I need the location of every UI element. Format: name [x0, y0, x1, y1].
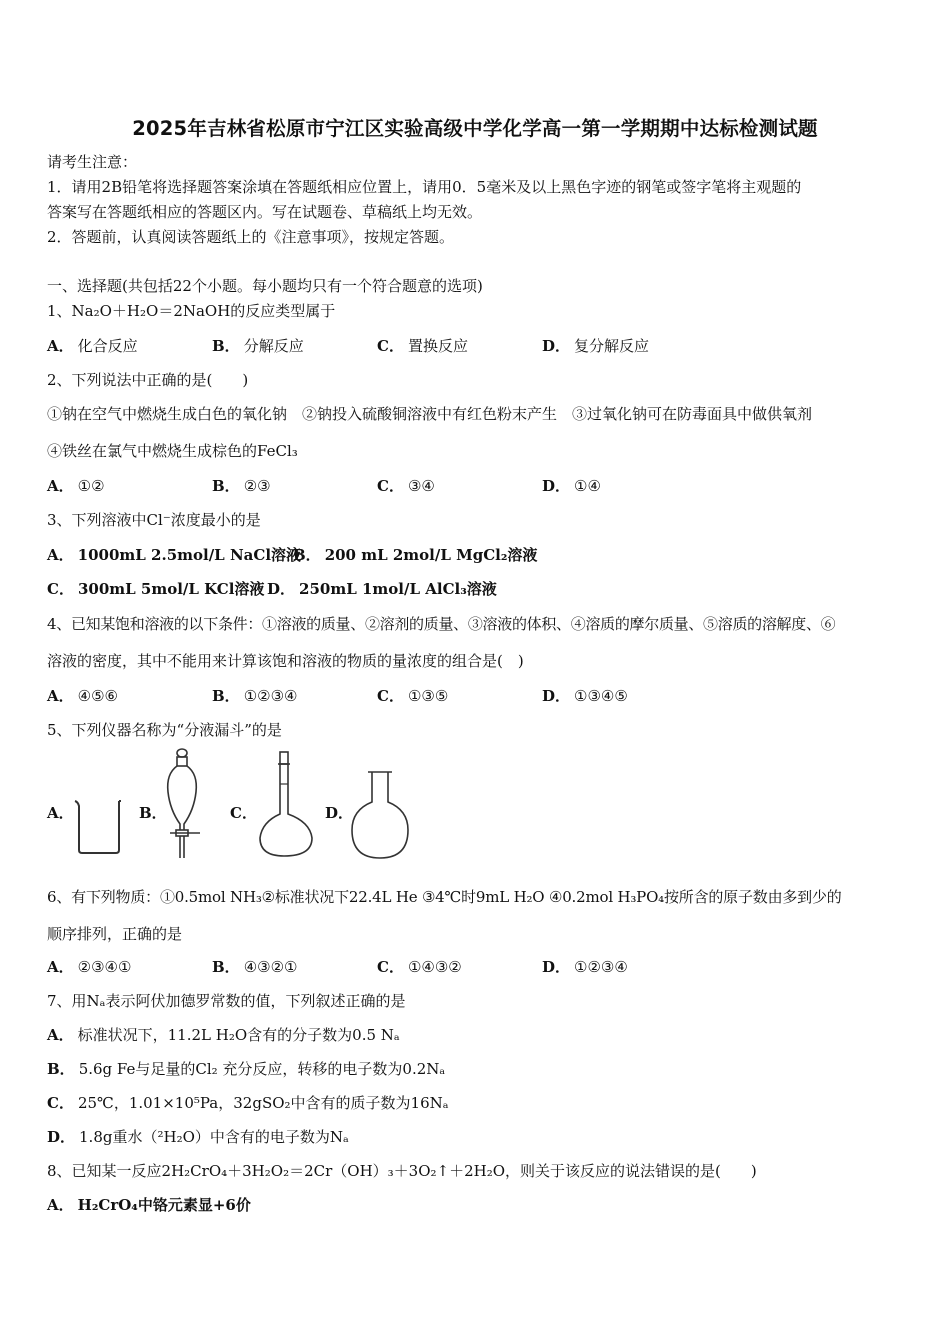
option-text: 化合反应 [77, 337, 138, 355]
q8-stem: 8、已知某一反应2H₂CrO₄＋3H₂O₂＝2Cr（OH）₃＋3O₂↑＋2H₂O，则关于该反应的说法错误的是( ) [47, 1162, 757, 1180]
beaker-icon[interactable] [72, 798, 124, 856]
option-label: B． [212, 337, 240, 355]
option-text: ②③ [243, 477, 271, 495]
q6-option-d[interactable] [542, 957, 628, 977]
option-text: ①③⑤ [407, 687, 449, 705]
option-label: A． [47, 337, 74, 355]
notice-header: 请考生注意： [47, 153, 138, 171]
option-label: D． [542, 337, 571, 355]
q3-option-d[interactable] [267, 579, 497, 599]
option-label: D． [542, 687, 571, 705]
q5-option-a-label[interactable]: A． [47, 804, 74, 822]
q7-option-d[interactable] [47, 1127, 349, 1147]
option-text: 1000mL 2.5mol/L NaCl溶液 [77, 546, 302, 564]
option-text: 25℃，1.01×10⁵Pa，32gSO₂中含有的质子数为16Nₐ [77, 1094, 449, 1112]
q7-option-b[interactable] [47, 1059, 445, 1079]
option-text: ④⑤⑥ [77, 687, 118, 705]
option-text: ②③④① [77, 958, 132, 976]
option-text: ①②③④ [243, 687, 298, 705]
q7-stem: 7、用Nₐ表示阿伏加德罗常数的值，下列叙述正确的是 [47, 992, 406, 1010]
option-text: ①②③④ [574, 958, 628, 976]
option-text: ①② [77, 477, 105, 495]
option-text: 1.8g重水（²H₂O）中含有的电子数为Nₐ [79, 1128, 349, 1146]
option-label: D． [47, 1128, 76, 1146]
option-label: C． [377, 337, 404, 355]
option-text: 300mL 5mol/L KCl溶液 [77, 580, 265, 598]
option-label: A． [47, 546, 74, 564]
q7-option-a[interactable] [47, 1025, 400, 1045]
q6-stem-1: 6、有下列物质：①0.5mol NH₃②标准状况下22.4L He ③4℃时9mL H₂O ④0.2mol H₃PO₄按所含的原子数由多到少的 [47, 888, 842, 906]
q3-stem: 3、下列溶液中Cl⁻浓度最小的是 [47, 511, 261, 529]
option-label: A． [47, 687, 74, 705]
option-label: C． [377, 687, 404, 705]
q4-stem-1: 4、已知某饱和溶液的以下条件：①溶液的质量、②溶剂的质量、③溶液的体积、④溶质的摩尔质量、⑤溶质的溶解度、⑥ [47, 615, 836, 633]
volumetric-flask-icon[interactable] [256, 750, 318, 862]
q5-option-d-label[interactable]: D． [325, 804, 354, 822]
separatory-funnel-icon[interactable] [162, 748, 220, 860]
q5-option-c-label[interactable]: C． [230, 804, 257, 822]
option-label: D． [542, 958, 571, 976]
q1-option-c[interactable] [377, 336, 468, 356]
option-text: 250mL 1mol/L AlCl₃溶液 [299, 580, 497, 598]
option-text: 标准状况下，11.2L H₂O含有的分子数为0.5 Nₐ [77, 1026, 400, 1044]
notice-line-2: 答案写在答题纸相应的答题区内。写在试题卷、草稿纸上均无效。 [47, 203, 483, 221]
option-label: A． [47, 958, 74, 976]
q3-option-c[interactable] [47, 579, 264, 599]
option-label: A． [47, 1196, 74, 1214]
notice-line-1: 1．请用2B铅笔将选择题答案涂填在答题纸相应位置上，请用0．5毫米及以上黑色字迹的钢笔或签字笔将主观题的 [47, 178, 802, 196]
q2-option-c[interactable] [377, 476, 435, 496]
q4-option-d[interactable] [542, 686, 628, 706]
q4-option-b[interactable] [212, 686, 297, 706]
option-label: B． [47, 1060, 75, 1078]
q1-option-a[interactable] [47, 336, 138, 356]
option-label: B． [293, 546, 321, 564]
option-text: ①④ [574, 477, 601, 495]
q2-statement-1: ①钠在空气中燃烧生成白色的氧化钠 ②钠投入硫酸铜溶液中有红色粉末产生 ③过氧化钠可在防毒面具中做供氧剂 [47, 405, 813, 423]
q1-option-b[interactable] [212, 336, 304, 356]
page-title: 2025年吉林省松原市宁江区实验高级中学化学高一第一学期期中达标检测试题 [132, 117, 818, 140]
q8-option-a[interactable] [47, 1195, 251, 1215]
option-text: 分解反应 [243, 337, 304, 355]
q7-option-c[interactable] [47, 1093, 449, 1113]
q6-option-c[interactable] [377, 957, 462, 977]
option-text: 200 mL 2mol/L MgCl₂溶液 [324, 546, 538, 564]
option-label: B． [212, 477, 240, 495]
q4-option-c[interactable] [377, 686, 448, 706]
option-text: 置换反应 [407, 337, 468, 355]
option-label: B． [212, 687, 240, 705]
q4-option-a[interactable] [47, 686, 118, 706]
option-label: B． [212, 958, 240, 976]
q5-option-b-label[interactable]: B． [139, 804, 167, 822]
q1-stem: 1、Na₂O＋H₂O＝2NaOH的反应类型属于 [47, 302, 336, 320]
q2-stem: 2、下列说法中正确的是( ) [47, 371, 249, 389]
option-text: H₂CrO₄中铬元素显+6价 [77, 1196, 251, 1214]
option-label: D． [267, 580, 296, 598]
option-label: A． [47, 477, 74, 495]
q2-option-a[interactable] [47, 476, 105, 496]
option-text: ③④ [407, 477, 435, 495]
q6-option-a[interactable] [47, 957, 131, 977]
q3-option-b[interactable] [293, 545, 537, 565]
q1-option-d[interactable] [542, 336, 649, 356]
q2-statement-2: ④铁丝在氯气中燃烧生成棕色的FeCl₃ [47, 442, 298, 460]
option-text: ④③②① [243, 958, 298, 976]
option-text: 复分解反应 [574, 337, 650, 355]
option-label: C． [377, 477, 404, 495]
option-text: 5.6g Fe与足量的Cl₂ 充分反应，转移的电子数为0.2Nₐ [78, 1060, 446, 1078]
q6-option-b[interactable] [212, 957, 297, 977]
option-label: A． [47, 1026, 74, 1044]
option-text: ①③④⑤ [574, 687, 628, 705]
section-heading: 一、选择题(共包括22个小题。每小题均只有一个符合题意的选项) [47, 277, 483, 295]
q6-stem-2: 顺序排列，正确的是 [47, 925, 183, 943]
option-text: ①④③② [407, 958, 462, 976]
q4-stem-2: 溶液的密度，其中不能用来计算该饱和溶液的物质的量浓度的组合是( ) [47, 652, 524, 670]
option-label: C． [47, 580, 74, 598]
notice-line-3: 2．答题前，认真阅读答题纸上的《注意事项》，按规定答题。 [47, 228, 455, 246]
q5-stem: 5、下列仪器名称为“分液漏斗”的是 [47, 721, 282, 739]
option-label: C． [47, 1094, 74, 1112]
round-bottom-flask-icon[interactable] [348, 768, 412, 862]
q3-option-a[interactable] [47, 545, 301, 565]
q2-option-b[interactable] [212, 476, 271, 496]
option-label: D． [542, 477, 571, 495]
q2-option-d[interactable] [542, 476, 601, 496]
option-label: C． [377, 958, 404, 976]
